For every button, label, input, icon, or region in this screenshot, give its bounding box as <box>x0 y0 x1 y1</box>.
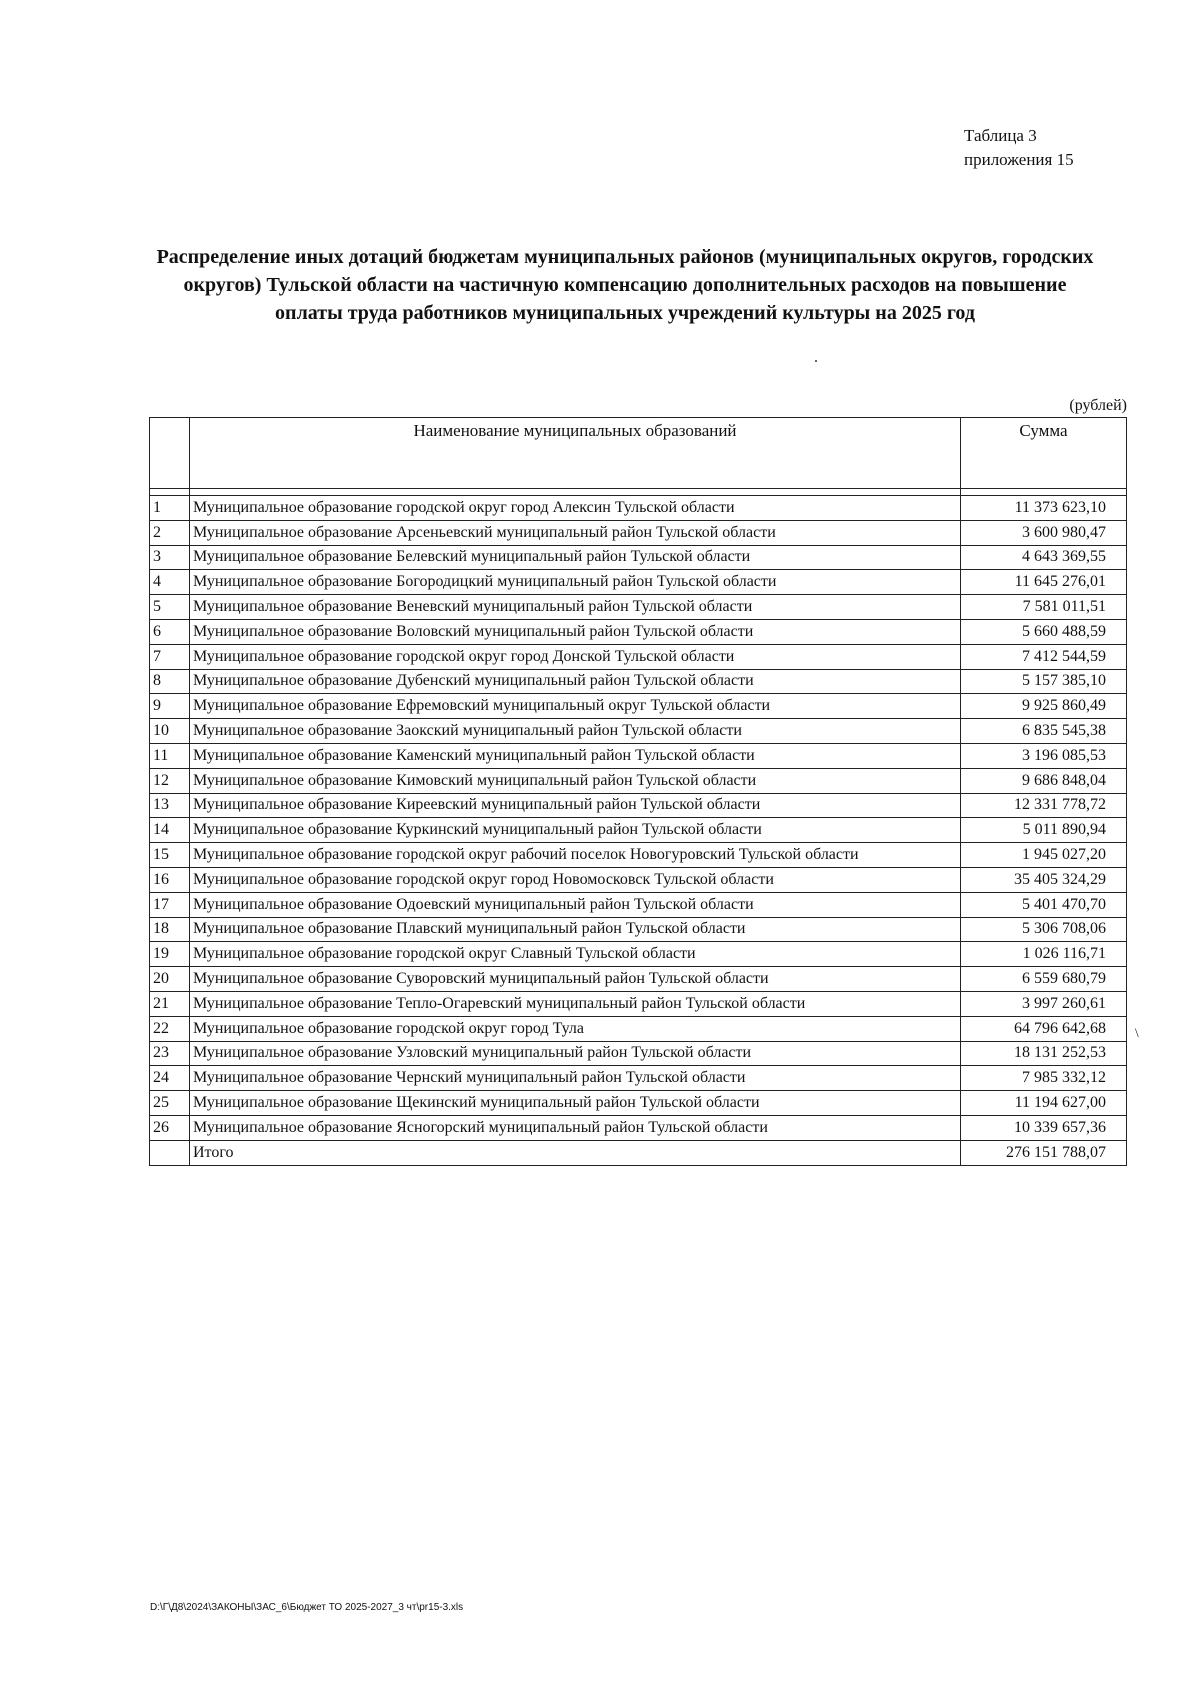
row-name: Муниципальное образование городской округ город Новомосковск Тульской области <box>190 867 961 892</box>
row-amount: 11 373 623,10 <box>961 496 1127 521</box>
row-name: Муниципальное образование Ясногорский муниципальный район Тульской области <box>190 1115 961 1140</box>
total-label: Итого <box>190 1140 961 1165</box>
table-row <box>150 1016 1127 1041</box>
row-number: 18 <box>150 917 190 942</box>
table-row <box>150 917 1127 942</box>
row-name: Муниципальное образование Киреевский муниципальный район Тульской области <box>190 793 961 818</box>
table-row <box>150 743 1127 768</box>
table-row <box>150 644 1127 669</box>
row-number: 19 <box>150 942 190 967</box>
scan-speck <box>815 360 817 362</box>
row-name: Муниципальное образование Одоевский муниципальный район Тульской области <box>190 892 961 917</box>
document-title: Распределение иных дотаций бюджетам муниципальных районов (муниципальных округов, городских округов) Тульской области на частичную компенсацию дополнительных расходов на повышение оплаты труда работников муниципальных учреждений культуры на 2025 год <box>156 246 1094 324</box>
row-amount: 5 306 708,06 <box>961 917 1127 942</box>
table-row <box>150 496 1127 521</box>
row-number: 11 <box>150 743 190 768</box>
row-name: Муниципальное образование городской округ рабочий поселок Новогуровский Тульской области <box>190 843 961 868</box>
header-name: Наименование муниципальных образований <box>190 418 961 489</box>
row-name: Муниципальное образование Узловский муниципальный район Тульской области <box>190 1041 961 1066</box>
row-name: Муниципальное образование Ефремовский муниципальный округ Тульской области <box>190 694 961 719</box>
row-number: 7 <box>150 644 190 669</box>
table-row <box>150 1041 1127 1066</box>
row-amount: 11 645 276,01 <box>961 570 1127 595</box>
table-row <box>150 595 1127 620</box>
table-reference <box>964 124 1074 172</box>
row-number: 4 <box>150 570 190 595</box>
row-amount: 3 997 260,61 <box>961 991 1127 1016</box>
row-amount: 9 925 860,49 <box>961 694 1127 719</box>
row-number: 16 <box>150 867 190 892</box>
row-name: Муниципальное образование Веневский муниципальный район Тульской области <box>190 595 961 620</box>
row-number: 6 <box>150 619 190 644</box>
row-name: Муниципальное образование Богородицкий муниципальный район Тульской области <box>190 570 961 595</box>
row-name: Муниципальное образование городской округ город Тула <box>190 1016 961 1041</box>
row-name: Муниципальное образование городской округ город Донской Тульской области <box>190 644 961 669</box>
row-number: 21 <box>150 991 190 1016</box>
row-name: Муниципальное образование Дубенский муниципальный район Тульской области <box>190 669 961 694</box>
row-amount: 3 196 085,53 <box>961 743 1127 768</box>
table-header-row <box>150 418 1127 489</box>
table-row <box>150 892 1127 917</box>
table-row <box>150 1115 1127 1140</box>
table-row <box>150 545 1127 570</box>
table-row <box>150 669 1127 694</box>
row-amount: 6 835 545,38 <box>961 719 1127 744</box>
table-reference-line1: Таблица 3 <box>964 126 1037 145</box>
table-row <box>150 520 1127 545</box>
row-number: 12 <box>150 768 190 793</box>
row-amount: 35 405 324,29 <box>961 867 1127 892</box>
row-name: Муниципальное образование Суворовский муниципальный район Тульской области <box>190 967 961 992</box>
row-amount: 64 796 642,68 <box>961 1016 1127 1041</box>
row-number: 1 <box>150 496 190 521</box>
row-amount: 7 581 011,51 <box>961 595 1127 620</box>
row-name: Муниципальное образование Каменский муниципальный район Тульской области <box>190 743 961 768</box>
row-number: 15 <box>150 843 190 868</box>
row-amount: 5 011 890,94 <box>961 818 1127 843</box>
file-path-footer: D:\Г\Д8\2024\ЗАКОНЫ\ЗАС_6\Бюджет ТО 2025-2027_3 чт\pr15-3.xls <box>150 1602 464 1613</box>
table-row <box>150 793 1127 818</box>
row-name: Муниципальное образование Кимовский муниципальный район Тульской области <box>190 768 961 793</box>
total-amount: 276 151 788,07 <box>961 1140 1127 1165</box>
row-number: 26 <box>150 1115 190 1140</box>
header-number <box>150 418 190 489</box>
row-name: Муниципальное образование Воловский муниципальный район Тульской области <box>190 619 961 644</box>
row-number: 10 <box>150 719 190 744</box>
row-number: 2 <box>150 520 190 545</box>
table-row <box>150 768 1127 793</box>
row-name: Муниципальное образование городской округ Славный Тульской области <box>190 942 961 967</box>
row-number: 14 <box>150 818 190 843</box>
row-amount: 18 131 252,53 <box>961 1041 1127 1066</box>
row-number: 25 <box>150 1091 190 1116</box>
row-number: 22 <box>150 1016 190 1041</box>
table-row <box>150 991 1127 1016</box>
row-amount: 5 157 385,10 <box>961 669 1127 694</box>
table-row <box>150 843 1127 868</box>
table-row <box>150 619 1127 644</box>
table-row <box>150 867 1127 892</box>
row-number: 13 <box>150 793 190 818</box>
row-number: 23 <box>150 1041 190 1066</box>
row-name: Муниципальное образование Куркинский муниципальный район Тульской области <box>190 818 961 843</box>
table-reference-line2: приложения 15 <box>964 150 1074 169</box>
table-body <box>150 489 1127 1166</box>
row-name: Муниципальное образование Плавский муниципальный район Тульской области <box>190 917 961 942</box>
row-number: 5 <box>150 595 190 620</box>
row-amount: 4 643 369,55 <box>961 545 1127 570</box>
table-row <box>150 570 1127 595</box>
total-number <box>150 1140 190 1165</box>
row-amount: 3 600 980,47 <box>961 520 1127 545</box>
margin-mark: \ <box>1135 1025 1139 1040</box>
row-name: Муниципальное образование Белевский муниципальный район Тульской области <box>190 545 961 570</box>
row-name: Муниципальное образование Тепло-Огаревский муниципальный район Тульской области <box>190 991 961 1016</box>
row-amount: 10 339 657,36 <box>961 1115 1127 1140</box>
row-amount: 5 660 488,59 <box>961 619 1127 644</box>
row-amount: 11 194 627,00 <box>961 1091 1127 1116</box>
row-number: 17 <box>150 892 190 917</box>
row-number: 24 <box>150 1066 190 1091</box>
table-row <box>150 942 1127 967</box>
row-number: 20 <box>150 967 190 992</box>
row-amount: 1 026 116,71 <box>961 942 1127 967</box>
table-row <box>150 818 1127 843</box>
table-row <box>150 967 1127 992</box>
row-name: Муниципальное образование Арсеньевский муниципальный район Тульской области <box>190 520 961 545</box>
table-row <box>150 694 1127 719</box>
row-amount: 5 401 470,70 <box>961 892 1127 917</box>
table-spacer-row <box>150 489 1127 496</box>
row-name: Муниципальное образование Чернский муниципальный район Тульской области <box>190 1066 961 1091</box>
table-row <box>150 719 1127 744</box>
row-amount: 9 686 848,04 <box>961 768 1127 793</box>
row-amount: 7 985 332,12 <box>961 1066 1127 1091</box>
row-number: 8 <box>150 669 190 694</box>
row-amount: 7 412 544,59 <box>961 644 1127 669</box>
row-name: Муниципальное образование городской округ город Алексин Тульской области <box>190 496 961 521</box>
total-row <box>150 1140 1127 1165</box>
row-amount: 6 559 680,79 <box>961 967 1127 992</box>
row-amount: 1 945 027,20 <box>961 843 1127 868</box>
row-number: 3 <box>150 545 190 570</box>
header-amount: Сумма <box>961 418 1127 489</box>
row-amount: 12 331 778,72 <box>961 793 1127 818</box>
table-row <box>150 1066 1127 1091</box>
distribution-table <box>149 417 1127 1166</box>
row-name: Муниципальное образование Щекинский муниципальный район Тульской области <box>190 1091 961 1116</box>
unit-label: (рублей) <box>1069 397 1127 414</box>
table-row <box>150 1091 1127 1116</box>
row-name: Муниципальное образование Заокский муниципальный район Тульской области <box>190 719 961 744</box>
row-number: 9 <box>150 694 190 719</box>
